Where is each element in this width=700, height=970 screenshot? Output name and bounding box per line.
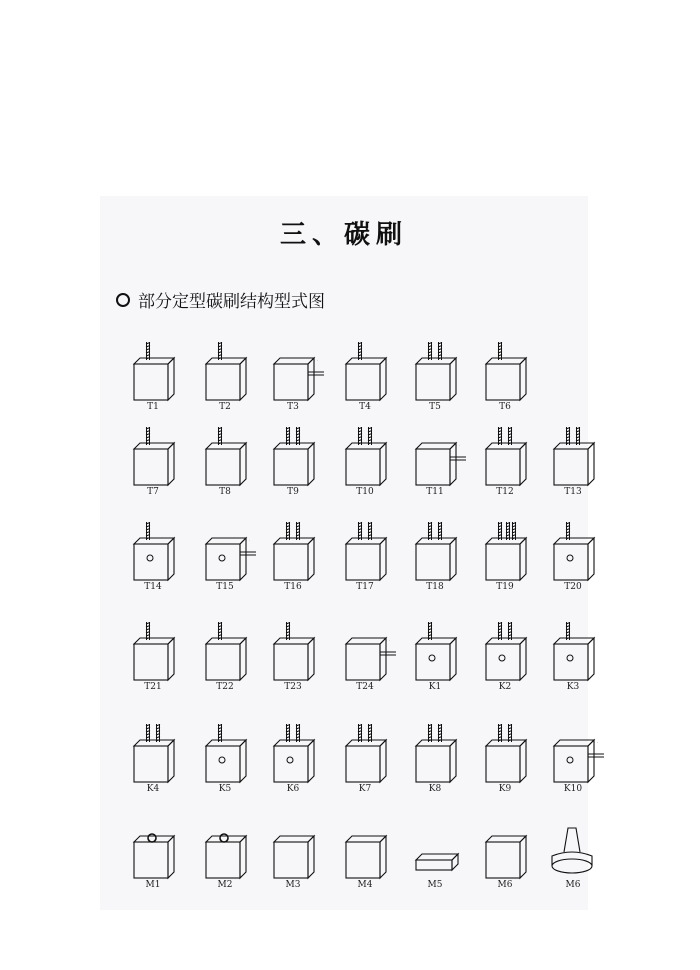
brush-figure <box>548 722 608 802</box>
brush-figure <box>340 340 400 420</box>
brush-figure <box>128 520 188 600</box>
brush-figure <box>410 722 470 802</box>
brush-figure <box>548 425 608 505</box>
brush-type-label: T12 <box>496 487 514 497</box>
brush-figure <box>480 818 540 898</box>
brush-type-label: M1 <box>145 880 161 890</box>
brush-figure <box>200 620 260 700</box>
brush-type-label: T23 <box>284 682 302 692</box>
brush-figure <box>128 340 188 420</box>
brush-figure <box>128 722 188 802</box>
brush-figure <box>480 520 540 600</box>
brush-figure <box>200 722 260 802</box>
brush-type-label: T17 <box>356 582 374 592</box>
brush-drawing <box>480 620 540 682</box>
brush-type-label: T10 <box>356 487 374 497</box>
brush-figure <box>340 620 400 700</box>
brush-type-label: T22 <box>216 682 234 692</box>
brush-type-label: K9 <box>498 784 512 794</box>
brush-type-label: T13 <box>564 487 582 497</box>
brush-type-label: K8 <box>428 784 442 794</box>
brush-drawing <box>480 340 540 402</box>
brush-figure <box>548 620 608 700</box>
brush-figure <box>480 620 540 700</box>
brush-type-label: K4 <box>146 784 160 794</box>
brush-drawing <box>480 520 540 582</box>
brush-drawing <box>268 520 328 582</box>
brush-drawing <box>410 340 470 402</box>
brush-drawing <box>128 425 188 487</box>
brush-figure <box>340 818 400 898</box>
brush-type-label: T24 <box>356 682 374 692</box>
brush-drawing <box>410 520 470 582</box>
brush-drawing <box>480 425 540 487</box>
brush-type-label: T18 <box>426 582 444 592</box>
brush-drawing <box>200 340 260 402</box>
brush-type-label: M6 <box>565 880 581 890</box>
brush-drawing <box>548 520 608 582</box>
brush-type-label: K7 <box>358 784 372 794</box>
brush-figure <box>480 722 540 802</box>
brush-drawing <box>340 722 400 784</box>
brush-drawing <box>200 620 260 682</box>
brush-drawing <box>410 818 470 880</box>
page-title: 三、碳刷 <box>279 220 408 250</box>
brush-drawing <box>268 722 328 784</box>
brush-type-label: T14 <box>144 582 162 592</box>
brush-drawing <box>480 818 540 880</box>
brush-figure <box>200 520 260 600</box>
brush-drawing <box>410 620 470 682</box>
brush-drawing <box>200 425 260 487</box>
brush-drawing <box>128 722 188 784</box>
brush-type-label: T11 <box>426 487 444 497</box>
brush-figure <box>410 818 470 898</box>
brush-type-label: M5 <box>427 880 443 890</box>
brush-drawing <box>548 818 608 880</box>
brush-drawing <box>268 620 328 682</box>
brush-type-label: T20 <box>564 582 582 592</box>
brush-type-label: T4 <box>359 402 371 412</box>
brush-type-label: K5 <box>218 784 232 794</box>
brush-drawing <box>268 340 328 402</box>
brush-figure <box>128 818 188 898</box>
brush-type-label: T9 <box>287 487 299 497</box>
brush-figure <box>340 520 400 600</box>
brush-drawing <box>128 520 188 582</box>
brush-figure <box>268 620 328 700</box>
brush-figure <box>410 425 470 505</box>
brush-drawing <box>340 520 400 582</box>
brush-type-label: M3 <box>285 880 301 890</box>
brush-type-label: K3 <box>566 682 580 692</box>
brush-figure <box>268 340 328 420</box>
brush-type-label: T5 <box>429 402 441 412</box>
brush-figure <box>480 425 540 505</box>
bullet-icon <box>116 293 130 307</box>
brush-drawing <box>410 722 470 784</box>
brush-drawing <box>480 722 540 784</box>
brush-drawing <box>548 722 608 784</box>
brush-type-label: T15 <box>216 582 234 592</box>
brush-drawing <box>128 620 188 682</box>
brush-drawing <box>268 425 328 487</box>
brush-figure <box>410 340 470 420</box>
brush-drawing <box>340 620 400 682</box>
brush-type-label: M4 <box>357 880 373 890</box>
brush-drawing <box>128 818 188 880</box>
brush-type-label: T19 <box>496 582 514 592</box>
brush-type-label: T1 <box>147 402 159 412</box>
brush-figure <box>200 340 260 420</box>
brush-drawing <box>128 340 188 402</box>
brush-figure <box>340 722 400 802</box>
brush-type-label: K10 <box>563 784 583 794</box>
brush-type-label: T8 <box>219 487 231 497</box>
brush-figure <box>410 620 470 700</box>
brush-figure <box>548 818 608 898</box>
brush-type-label: T21 <box>144 682 162 692</box>
brush-figure <box>200 818 260 898</box>
brush-drawing <box>340 340 400 402</box>
brush-figure <box>268 520 328 600</box>
brush-type-label: K6 <box>286 784 300 794</box>
brush-type-label: T2 <box>219 402 231 412</box>
brush-type-label: T7 <box>147 487 159 497</box>
brush-figure <box>128 620 188 700</box>
brush-type-label: T3 <box>287 402 299 412</box>
brush-type-label: T16 <box>284 582 302 592</box>
brush-type-label: K2 <box>498 682 512 692</box>
brush-drawing <box>340 425 400 487</box>
brush-figure <box>268 722 328 802</box>
brush-figure <box>268 818 328 898</box>
brush-type-label: M2 <box>217 880 233 890</box>
brush-figure <box>480 340 540 420</box>
brush-figure <box>200 425 260 505</box>
brush-type-label: K1 <box>428 682 442 692</box>
brush-figure <box>340 425 400 505</box>
section-heading <box>116 287 325 312</box>
brush-drawing <box>200 520 260 582</box>
brush-figure <box>548 520 608 600</box>
brush-figure <box>128 425 188 505</box>
brush-drawing <box>200 722 260 784</box>
brush-figure <box>268 425 328 505</box>
brush-drawing <box>340 818 400 880</box>
brush-drawing <box>200 818 260 880</box>
brush-type-label: T6 <box>499 402 511 412</box>
section-subtitle: 部分定型碳刷结构型式图 <box>138 292 325 312</box>
brush-drawing <box>410 425 470 487</box>
brush-drawing <box>548 425 608 487</box>
brush-figure <box>410 520 470 600</box>
brush-drawing <box>548 620 608 682</box>
brush-drawing <box>268 818 328 880</box>
brush-type-label: M6 <box>497 880 513 890</box>
